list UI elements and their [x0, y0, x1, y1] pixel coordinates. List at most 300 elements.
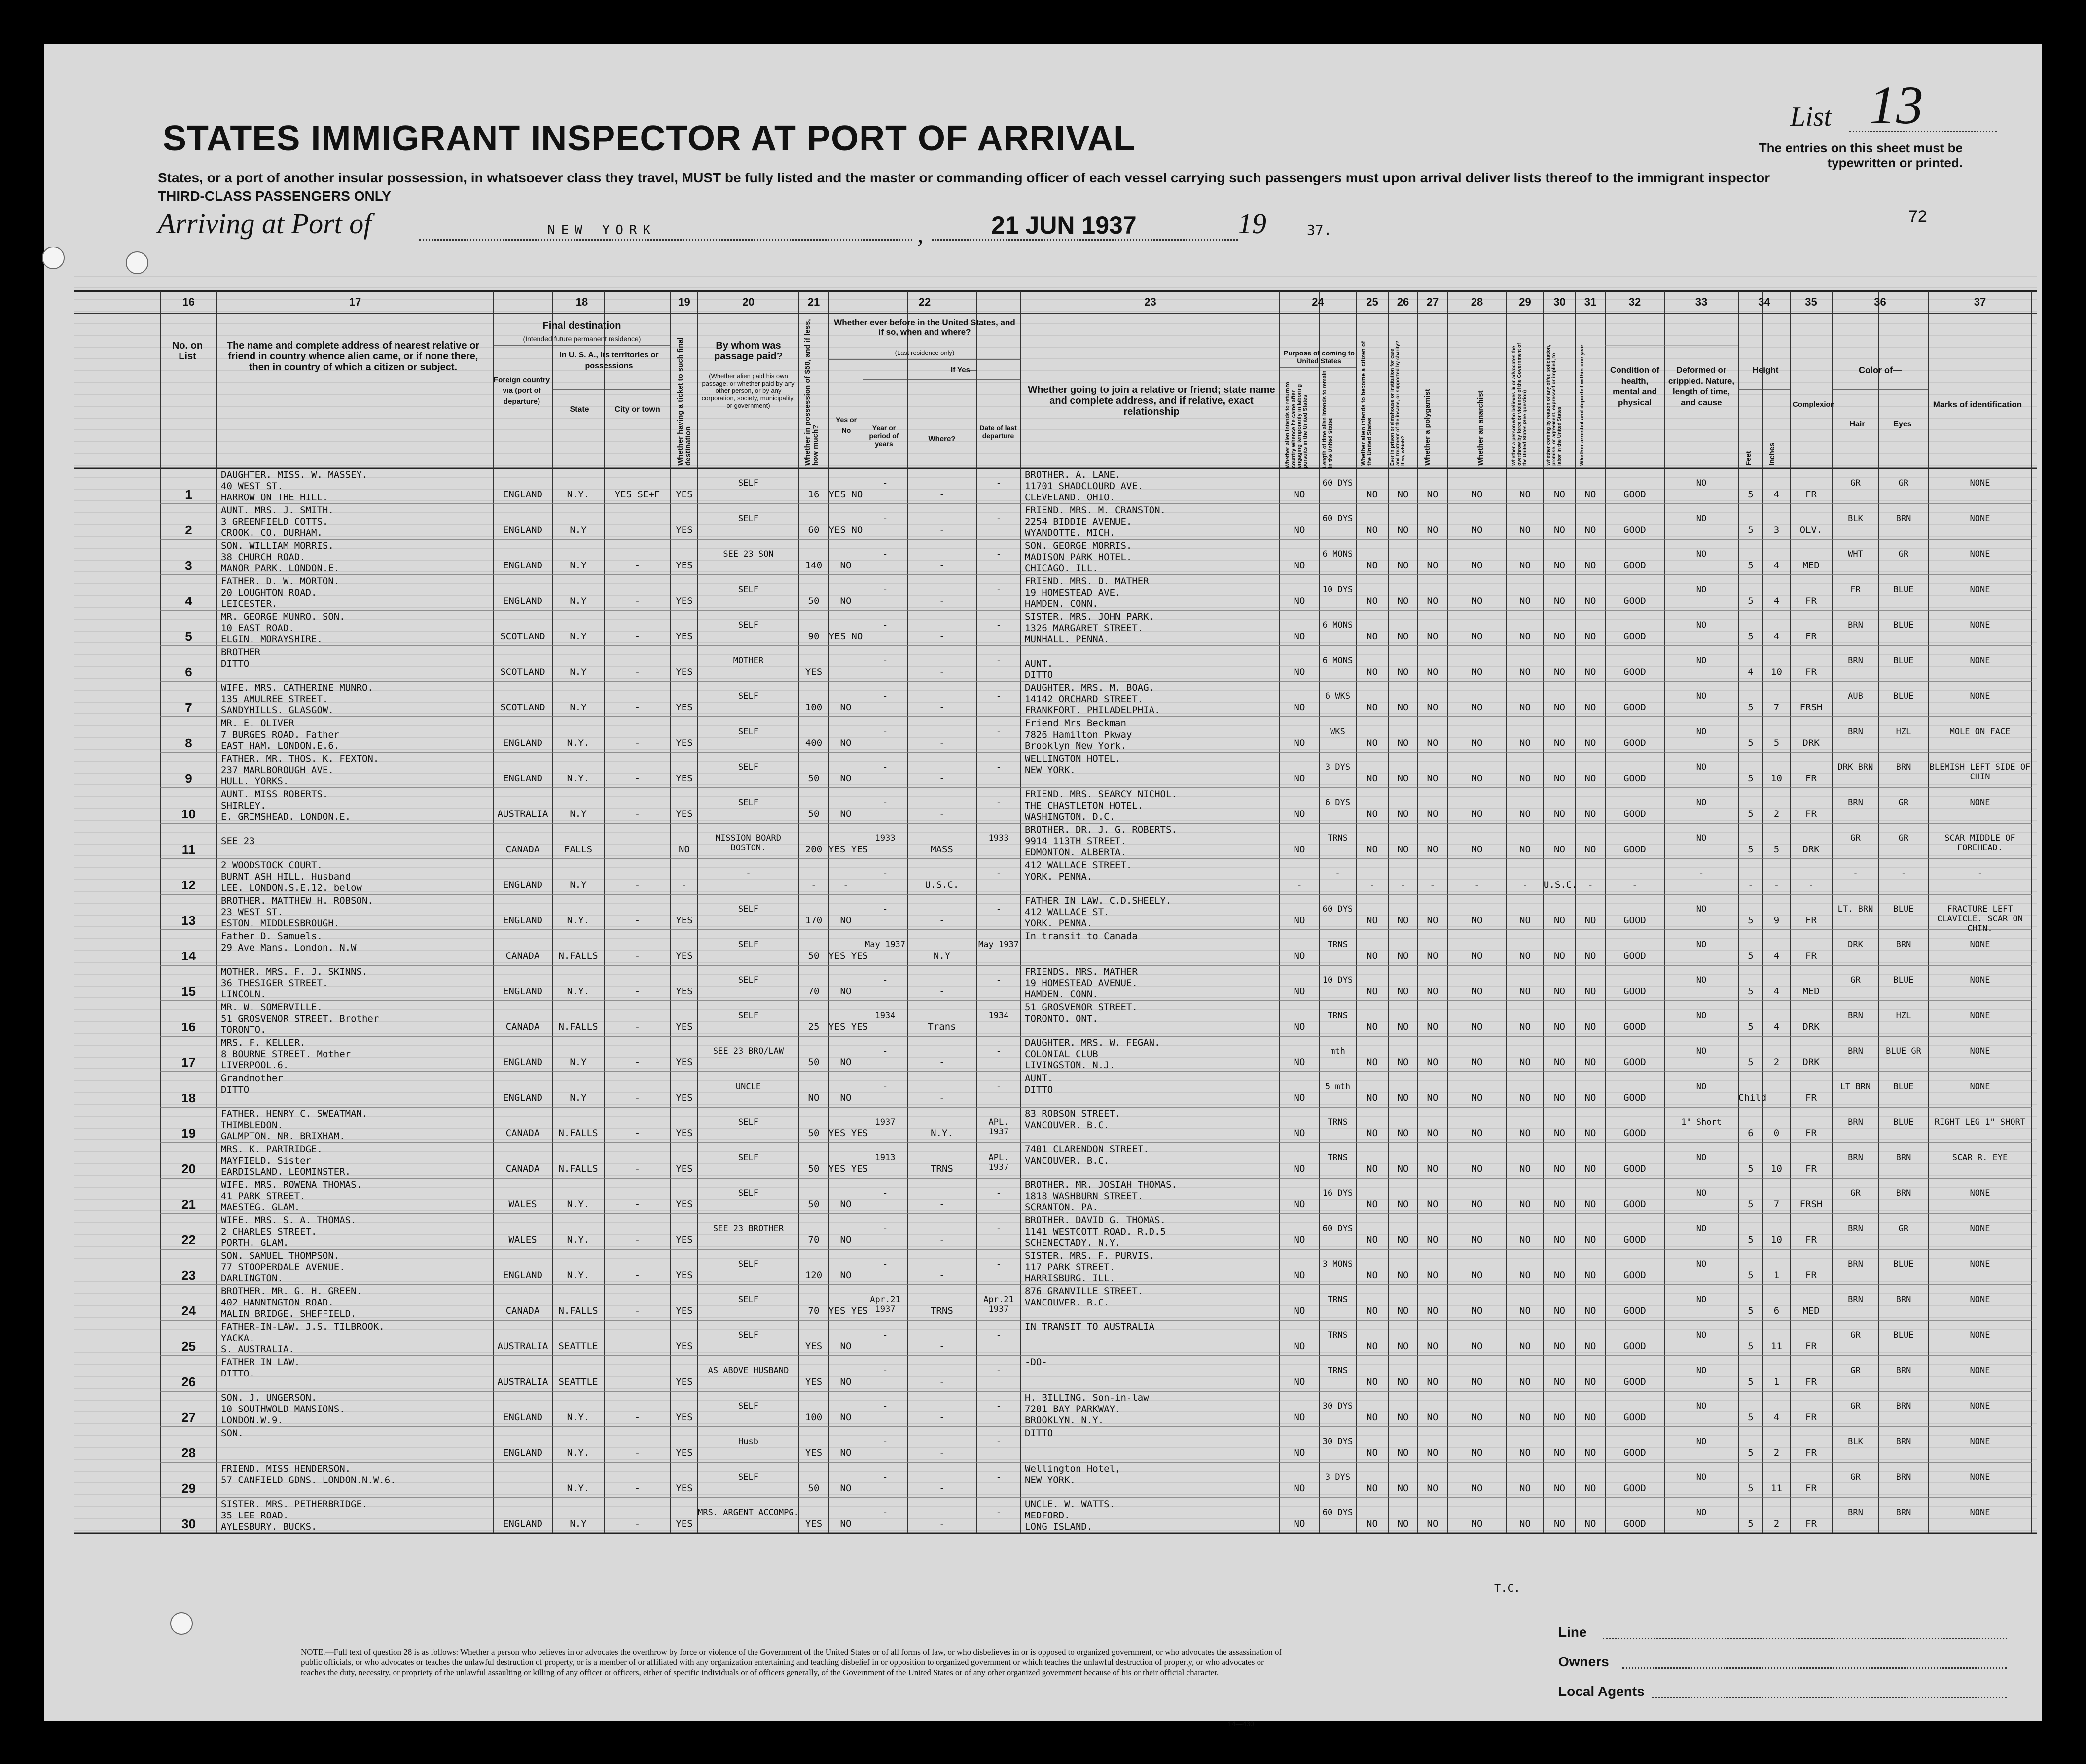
poly-cell: NO: [1427, 1235, 1439, 1245]
eyes-cell: -: [1901, 869, 1906, 879]
ticket-cell: YES: [676, 1376, 693, 1387]
list-number-cell: 24: [181, 1304, 196, 1318]
prison-cell: NO: [1397, 596, 1409, 606]
feet-cell: 5: [1748, 596, 1754, 606]
where-cell: -: [939, 986, 945, 997]
ticket-cell: YES: [676, 1128, 693, 1139]
feet-cell: 5: [1748, 1341, 1754, 1352]
header-eyes: Eyes: [1893, 420, 1912, 428]
relative-address-line: PORTH. GLAM.: [221, 1237, 289, 1248]
q30-cell: NO: [1554, 773, 1565, 784]
where-cell: -: [939, 738, 945, 748]
joining-address-line: DITTO: [1025, 1428, 1053, 1439]
century-label: 19: [1238, 208, 1266, 240]
q31-cell: NO: [1584, 1483, 1596, 1494]
prev-cell: NO: [840, 1412, 852, 1423]
state-cell: SEATTLE: [558, 1376, 598, 1387]
joining-address-line: IN TRANSIT TO AUSTRALIA: [1025, 1321, 1155, 1332]
header-last-departure: Date of last departure: [979, 424, 1017, 440]
inches-cell: 9: [1773, 915, 1780, 926]
where-cell: -: [939, 489, 945, 500]
purpose-cell: NO: [1294, 1235, 1305, 1245]
relative-address-line: 35 LEE ROAD.: [221, 1510, 289, 1521]
relative-address-line: SANDYHILLS. GLASGOW.: [221, 705, 334, 716]
relative-address-line: MR. E. OLIVER: [221, 718, 294, 729]
ticket-cell: YES: [676, 489, 693, 500]
q29-cell: NO: [1519, 1199, 1531, 1210]
hair-cell: FR: [1850, 585, 1861, 595]
cplx-cell: FRSH: [1799, 1199, 1823, 1210]
cplx-cell: FR: [1805, 1376, 1817, 1387]
poly-cell: NO: [1427, 1022, 1439, 1032]
city-cell: -: [634, 1093, 641, 1103]
dep-cell: May 1937: [978, 940, 1019, 950]
joining-address-line: YORK. PENNA.: [1025, 918, 1093, 929]
country-cell: ENGLAND: [503, 560, 543, 571]
feet-cell: -: [1748, 880, 1754, 890]
feet-cell: 5: [1748, 1022, 1754, 1032]
relative-address-line: FRIEND. MISS HENDERSON.: [221, 1463, 351, 1474]
joining-address-line: Friend Mrs Beckman: [1025, 718, 1126, 729]
anar-cell: NO: [1471, 986, 1483, 997]
relative-address-line: MRS. K. PARTRIDGE.: [221, 1144, 323, 1155]
hair-cell: BRN: [1848, 1259, 1863, 1269]
marks-cell: NONE: [1970, 1437, 1990, 1446]
prison-cell: NO: [1397, 951, 1409, 961]
list-number-cell: 17: [181, 1055, 196, 1070]
joining-address-line: EDMONTON. ALBERTA.: [1025, 847, 1126, 858]
relative-address-line: LIVERPOOL.6.: [221, 1060, 289, 1071]
header-yes-no: Yes or No: [835, 416, 857, 434]
prison-cell: NO: [1397, 525, 1409, 535]
cplx-cell: FR: [1805, 951, 1817, 961]
q30-cell: NO: [1554, 596, 1565, 606]
list-number-cell: 3: [185, 558, 192, 573]
q30-cell: NO: [1554, 1412, 1565, 1423]
city-cell: -: [634, 986, 641, 997]
feet-cell: 5: [1748, 773, 1754, 784]
eyes-cell: BRN: [1896, 1401, 1911, 1411]
city-cell: -: [634, 667, 641, 677]
list-number: 13: [1869, 75, 1923, 135]
q29-cell: NO: [1519, 915, 1531, 926]
q31-cell: NO: [1584, 915, 1596, 926]
anar-cell: NO: [1471, 773, 1483, 784]
where-cell: N.Y: [933, 951, 951, 961]
q31-cell: NO: [1584, 1341, 1596, 1352]
q31-cell: NO: [1584, 1199, 1596, 1210]
state-cell: N.Y.: [567, 1270, 590, 1281]
q31-cell: NO: [1584, 1235, 1596, 1245]
prison-cell: NO: [1397, 1093, 1409, 1103]
ticket-cell: YES: [676, 560, 693, 571]
marks-cell: NONE: [1970, 514, 1990, 524]
ticket-cell: YES: [676, 1057, 693, 1068]
city-cell: -: [634, 809, 641, 819]
joining-address-line: 1818 WASHBURN STREET.: [1025, 1191, 1144, 1201]
joining-address-line: FRIEND. MRS. D. MATHER: [1025, 576, 1149, 587]
health-cell: GOOD: [1623, 1305, 1646, 1316]
q30-cell: NO: [1554, 986, 1565, 997]
where-cell: -: [939, 809, 945, 819]
anar-cell: NO: [1471, 1305, 1483, 1316]
health-cell: GOOD: [1623, 738, 1646, 748]
where-cell: -: [939, 1093, 945, 1103]
where-cell: -: [939, 1483, 945, 1494]
dep-cell: -: [996, 514, 1002, 524]
relative-address-line: 237 MARLBOROUGH AVE.: [221, 765, 334, 776]
money-cell: 60: [808, 525, 820, 535]
agents-blank: [1652, 1697, 2007, 1698]
anar-cell: NO: [1471, 951, 1483, 961]
relative-address-line: 77 STOOPERDALE AVENUE.: [221, 1262, 345, 1272]
column-number: 32: [1628, 296, 1641, 308]
date-stamp: 21 JUN 1937: [991, 212, 1137, 239]
feet-cell: 5: [1748, 525, 1754, 535]
year-cell: -: [882, 656, 888, 666]
q30-cell: NO: [1554, 1483, 1565, 1494]
where-cell: -: [939, 915, 945, 926]
anar-cell: NO: [1471, 525, 1483, 535]
joining-address-line: WYANDOTTE. MICH.: [1025, 528, 1115, 538]
anar-cell: NO: [1471, 1199, 1483, 1210]
city-cell: -: [634, 1305, 641, 1316]
prev-cell: NO: [840, 1447, 852, 1458]
feet-cell: 5: [1748, 1199, 1754, 1210]
feet-cell: 5: [1748, 489, 1754, 500]
paid-cell: SELF: [738, 1295, 758, 1305]
cplx-cell: FR: [1805, 1341, 1817, 1352]
prev-cell: NO: [840, 1093, 852, 1103]
purpose-cell: NO: [1294, 809, 1305, 819]
cit-cell: NO: [1367, 1057, 1378, 1068]
eyes-cell: BRN: [1896, 1437, 1911, 1446]
relative-address-line: DAUGHTER. MISS. W. MASSEY.: [221, 469, 368, 480]
length-cell: mth: [1330, 1046, 1345, 1056]
where-cell: TRNS: [931, 1164, 953, 1174]
anar-cell: NO: [1471, 1270, 1483, 1281]
joining-address-line: Brooklyn New York.: [1025, 741, 1126, 751]
q30-cell: NO: [1554, 1199, 1565, 1210]
list-number-cell: 11: [181, 842, 196, 857]
relative-address-line: LEE. LONDON.S.E.12. below: [221, 882, 362, 893]
city-cell: -: [634, 631, 641, 642]
marks-cell: NONE: [1970, 620, 1990, 630]
country-cell: ENGLAND: [503, 773, 543, 784]
column-number: 37: [1974, 296, 1986, 308]
relative-address-line: EAST HAM. LONDON.E.6.: [221, 741, 340, 751]
prison-cell: NO: [1397, 1057, 1409, 1068]
state-cell: N.Y: [570, 525, 587, 535]
state-cell: N.FALLS: [558, 1164, 598, 1174]
where-cell: -: [939, 596, 945, 606]
length-cell: -: [1335, 869, 1340, 879]
deform-cell: NO: [1696, 1401, 1707, 1411]
marks-cell: -: [1977, 869, 1983, 879]
joining-address-line: Wellington Hotel,: [1025, 1463, 1121, 1474]
dep-cell: -: [996, 869, 1002, 879]
header-complexion: Complexion: [1793, 400, 1835, 409]
prev-cell: NO: [840, 596, 852, 606]
joining-address-line: FRIEND. MRS. SEARCY NICHOL.: [1025, 789, 1177, 800]
health-cell: GOOD: [1623, 1412, 1646, 1423]
prison-cell: NO: [1397, 1128, 1409, 1139]
inches-cell: 4: [1773, 489, 1780, 500]
q29-cell: NO: [1519, 1305, 1531, 1316]
owners-label: Owners: [1558, 1654, 1609, 1669]
paid-cell: Husb: [738, 1437, 758, 1446]
where-cell: -: [939, 631, 945, 642]
year-cell: -: [882, 1472, 888, 1482]
relative-address-line: FATHER. MR. THOS. K. FEXTON.: [221, 753, 379, 764]
city-cell: -: [634, 1447, 641, 1458]
hair-cell: GR: [1850, 1366, 1861, 1376]
paid-cell: SELF: [738, 727, 758, 737]
eyes-cell: BLUE: [1893, 585, 1914, 595]
joining-address-line: 9914 113TH STREET.: [1025, 836, 1126, 847]
relative-address-line: LINCOLN.: [221, 989, 266, 1000]
health-cell: GOOD: [1623, 1518, 1646, 1529]
dep-cell: -: [996, 1046, 1002, 1056]
eyes-cell: BLUE: [1893, 656, 1914, 666]
marks-cell: FRACTURE LEFT CLAVICLE. SCAR ON CHIN.: [1937, 904, 2023, 934]
relative-address-line: 7 BURGES ROAD. Father: [221, 729, 340, 740]
joining-address-line: MUNHALL. PENNA.: [1025, 634, 1110, 645]
inches-cell: 2: [1773, 809, 1780, 819]
q31-cell: NO: [1584, 986, 1596, 997]
list-number-cell: 10: [181, 807, 196, 821]
header-inches: Inches: [1768, 442, 1776, 466]
purpose-cell: NO: [1294, 596, 1305, 606]
deform-cell: NO: [1696, 1472, 1707, 1482]
joining-address-line: UNCLE. W. WATTS.: [1025, 1499, 1115, 1510]
dep-cell: -: [996, 1082, 1002, 1092]
relative-address-line: DITTO: [221, 1084, 250, 1095]
header-marks: Marks of identification: [1933, 400, 2022, 409]
joining-address-line: 19 HOMESTEAD AVENUE.: [1025, 978, 1138, 988]
hair-cell: AUB: [1848, 691, 1863, 701]
joining-address-line: BROTHER. DAVID G. THOMAS.: [1025, 1215, 1166, 1226]
deform-cell: NO: [1696, 940, 1707, 950]
joining-address-line: 19 HOMESTEAD AVE.: [1025, 587, 1121, 598]
ticket-cell: YES: [676, 1305, 693, 1316]
inches-cell: 10: [1771, 1164, 1782, 1174]
marks-cell: NONE: [1970, 798, 1990, 808]
where-cell: U.S.C.: [925, 880, 959, 890]
feet-cell: 5: [1748, 702, 1754, 713]
marks-cell: NONE: [1970, 1401, 1990, 1411]
list-number-cell: 18: [181, 1091, 196, 1105]
state-cell: SEATTLE: [558, 1341, 598, 1352]
q29-cell: NO: [1519, 1057, 1531, 1068]
money-cell: YES: [805, 667, 823, 677]
length-cell: 6 WKS: [1325, 691, 1351, 701]
joining-address-line: THE CHASTLETON HOTEL.: [1025, 800, 1144, 811]
column-number: 16: [182, 296, 195, 308]
city-cell: -: [634, 1022, 641, 1032]
eyes-cell: BLUE: [1893, 1117, 1914, 1127]
relative-address-line: 402 HANNINGTON ROAD.: [221, 1297, 334, 1308]
poly-cell: NO: [1427, 1483, 1439, 1494]
q30-cell: NO: [1554, 525, 1565, 535]
header-anarchist: Whether an anarchist: [1476, 390, 1485, 466]
joining-address-line: FATHER IN LAW. C.D.SHEELY.: [1025, 895, 1172, 906]
city-cell: -: [634, 1128, 641, 1139]
anar-cell: NO: [1471, 1057, 1483, 1068]
ticket-cell: YES: [676, 1235, 693, 1245]
state-cell: N.Y: [570, 667, 587, 677]
purpose-cell: NO: [1294, 1341, 1305, 1352]
country-cell: CANADA: [505, 1164, 540, 1174]
header-labor-offer: Whether coming by reason of any offer, solicitation, promise, or agreement, expressed or implied, to labor in the United States: [1546, 344, 1562, 466]
joining-address-line: 2254 BIDDIE AVENUE.: [1025, 516, 1132, 527]
header-purpose: Purpose of coming to United States: [1284, 349, 1355, 365]
purpose-cell: NO: [1294, 631, 1305, 642]
inches-cell: 7: [1773, 1199, 1780, 1210]
hair-cell: LT BRN: [1840, 1082, 1871, 1092]
marks-cell: SCAR MIDDLE OF FOREHEAD.: [1944, 833, 2015, 853]
prev-cell: NO: [840, 986, 852, 997]
money-cell: YES: [805, 1447, 823, 1458]
year-cell: -: [882, 1437, 888, 1446]
state-cell: N.Y.: [567, 1412, 590, 1423]
q30-cell: NO: [1554, 738, 1565, 748]
poly-cell: NO: [1427, 1305, 1439, 1316]
cit-cell: NO: [1367, 951, 1378, 961]
prison-cell: NO: [1397, 1270, 1409, 1281]
city-cell: -: [634, 773, 641, 784]
relative-address-line: 57 CANFIELD GDNS. LONDON.N.W.6.: [221, 1475, 396, 1485]
anar-cell: NO: [1471, 489, 1483, 500]
country-cell: CANADA: [505, 844, 540, 855]
relative-address-line: DARLINGTON.: [221, 1273, 283, 1284]
year-cell: -: [882, 727, 888, 737]
joining-address-line: BROTHER. DR. J. G. ROBERTS.: [1025, 824, 1177, 835]
purpose-cell: NO: [1294, 560, 1305, 571]
joining-address-line: 51 GROSVENOR STREET.: [1025, 1002, 1138, 1013]
dep-cell: -: [996, 1401, 1002, 1411]
q30-cell: NO: [1554, 1341, 1565, 1352]
q29-cell: NO: [1519, 702, 1531, 713]
q31-cell: NO: [1584, 844, 1596, 855]
feet-cell: 5: [1748, 1412, 1754, 1423]
joining-address-line: 11701 SHADCLOURD AVE.: [1025, 481, 1144, 492]
inches-cell: 5: [1773, 844, 1780, 855]
money-cell: YES: [805, 1341, 823, 1352]
dep-cell: -: [996, 762, 1002, 772]
joining-address-line: FRIENDS. MRS. MATHER: [1025, 966, 1138, 977]
relative-address-line: SHIRLEY.: [221, 800, 266, 811]
question-28-note: NOTE.—Full text of question 28 is as follows: Whether a person who believes in or advocates the overthrow by force or violence of the Government of the United States or of all forms of law, or who disbelieves in or is opposed to organized government, or who advocates the assassination of public officials, or who advocates or teaches the unlawful destruction of property, or is a member of or affiliated with any organization entertaining and teaching disbelief in or opposition to organized government or which teaches the unlawful destruction of property, or who advocates or teaches the duty, necessity, or propriety of the unlawful assaulting or killing of any officer or officers, either of specific individuals or of officers generally, of the Government of the United States or of any other organized government because of his or their official character.: [301, 1647, 1282, 1677]
purpose-cell: NO: [1294, 1022, 1305, 1032]
poly-cell: NO: [1427, 489, 1439, 500]
dep-cell: Apr.21 1937: [983, 1295, 1014, 1314]
cit-cell: NO: [1367, 1022, 1378, 1032]
relative-address-line: 10 EAST ROAD.: [221, 623, 294, 634]
q30-cell: NO: [1554, 1270, 1565, 1281]
year-cell: -: [882, 1188, 888, 1198]
list-number-cell: 14: [181, 949, 196, 963]
year-cell: 1937: [875, 1117, 896, 1127]
dep-cell: -: [996, 1437, 1002, 1446]
q31-cell: NO: [1584, 1057, 1596, 1068]
money-cell: 16: [808, 489, 820, 500]
city-cell: -: [634, 702, 641, 713]
joining-address-line: MEDFORD.: [1025, 1510, 1070, 1521]
inches-cell: 10: [1771, 773, 1782, 784]
anar-cell: NO: [1471, 1093, 1483, 1103]
ticket-cell: YES: [676, 915, 693, 926]
cplx-cell: FR: [1805, 667, 1817, 677]
state-cell: N.Y: [570, 596, 587, 606]
state-cell: N.Y.: [567, 1235, 590, 1245]
feet-cell: 5: [1748, 1270, 1754, 1281]
health-cell: GOOD: [1623, 702, 1646, 713]
cplx-cell: DRK: [1802, 844, 1820, 855]
hair-cell: BRN: [1848, 1295, 1863, 1305]
anar-cell: NO: [1471, 596, 1483, 606]
country-cell: CANADA: [505, 951, 540, 961]
ticket-cell: YES: [676, 631, 693, 642]
inches-cell: 1: [1773, 1376, 1780, 1387]
where-cell: TRNS: [931, 1305, 953, 1316]
feet-cell: 5: [1748, 1164, 1754, 1174]
length-cell: TRNS: [1328, 940, 1348, 950]
country-cell: ENGLAND: [503, 1057, 543, 1068]
hair-cell: BRN: [1848, 1153, 1863, 1163]
money-cell: YES: [805, 1376, 823, 1387]
deform-cell: NO: [1696, 478, 1707, 488]
anar-cell: NO: [1471, 1483, 1483, 1494]
column-number: 36: [1874, 296, 1886, 308]
relative-address-line: TORONTO.: [221, 1024, 266, 1035]
column-number: 31: [1584, 296, 1597, 308]
header-list-no: No. on List: [172, 340, 203, 362]
health-cell: GOOD: [1623, 951, 1646, 961]
eyes-cell: BLUE: [1893, 975, 1914, 985]
country-cell: CANADA: [505, 1305, 540, 1316]
length-cell: 10 DYS: [1322, 975, 1353, 985]
list-number-cell: 2: [185, 523, 192, 537]
state-cell: N.Y.: [567, 915, 590, 926]
where-cell: -: [939, 773, 945, 784]
hair-cell: BRN: [1848, 656, 1863, 666]
joining-address-line: In transit to Canada: [1025, 931, 1138, 942]
cit-cell: NO: [1367, 560, 1378, 571]
country-cell: ENGLAND: [503, 1093, 543, 1103]
relative-address-line: WIFE. MRS. ROWENA THOMAS.: [221, 1179, 362, 1190]
country-cell: ENGLAND: [503, 1270, 543, 1281]
length-cell: TRNS: [1328, 1153, 1348, 1163]
dep-cell: 1933: [988, 833, 1009, 843]
inches-cell: 2: [1773, 1057, 1780, 1068]
cplx-cell: FR: [1805, 915, 1817, 926]
cplx-cell: FR: [1805, 1518, 1817, 1529]
purpose-cell: NO: [1294, 915, 1305, 926]
relative-address-line: ESTON. MIDDLESBROUGH.: [221, 918, 340, 929]
q30-cell: NO: [1554, 951, 1565, 961]
length-cell: TRNS: [1328, 1330, 1348, 1340]
marks-cell: BLEMISH LEFT SIDE OF CHIN: [1929, 762, 2031, 782]
city-cell: -: [634, 1164, 641, 1174]
joining-address-line: LIVINGSTON. N.J.: [1025, 1060, 1115, 1071]
marks-cell: NONE: [1970, 940, 1990, 950]
q31-cell: NO: [1584, 738, 1596, 748]
header-city: City or town: [614, 405, 660, 414]
year-cell: Apr.21 1937: [870, 1295, 900, 1314]
length-cell: 10 DYS: [1322, 585, 1353, 595]
where-cell: -: [939, 1447, 945, 1458]
